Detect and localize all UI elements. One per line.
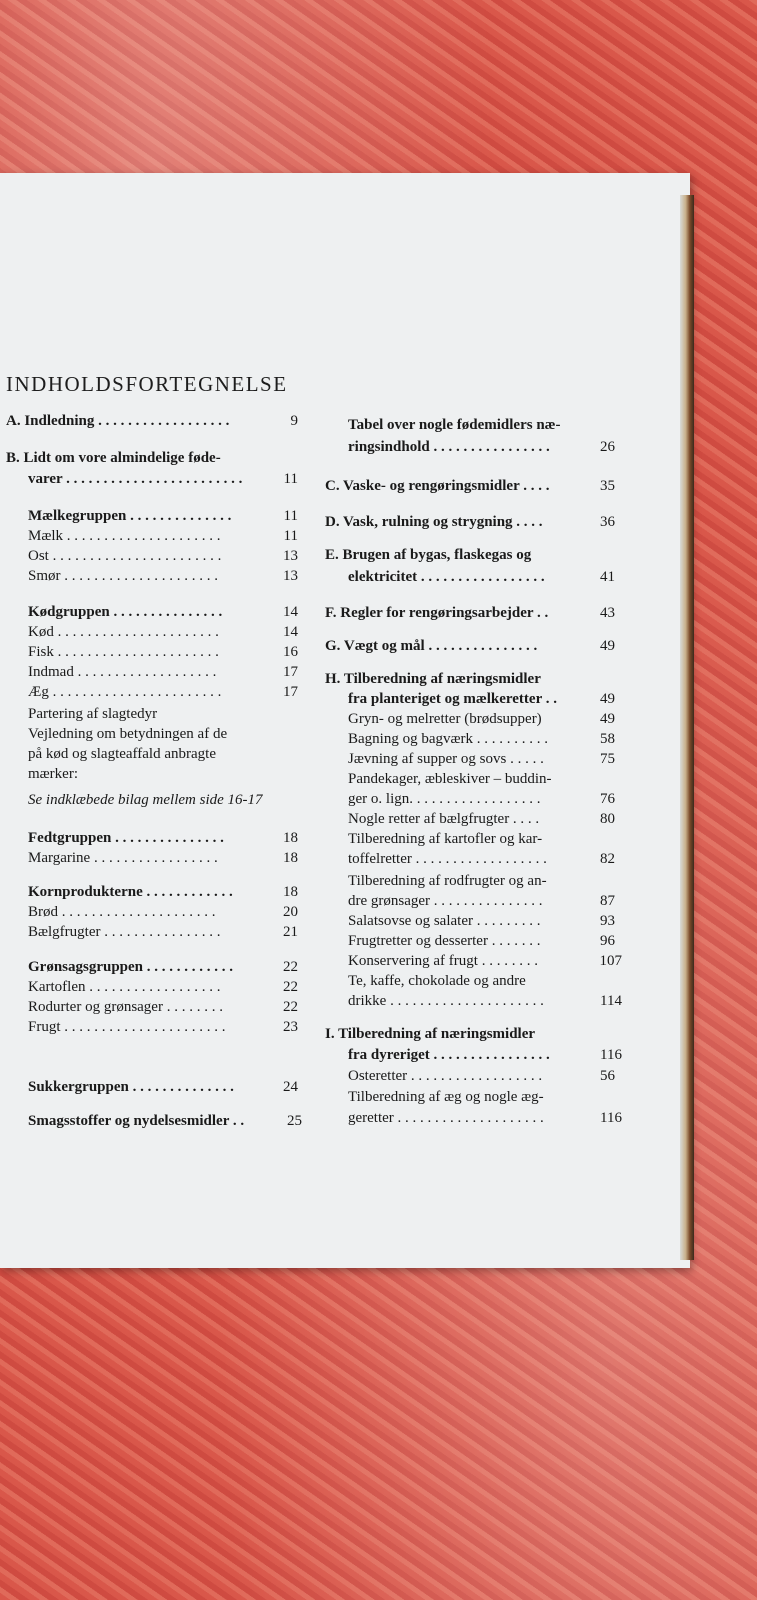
toc-page: 49 <box>600 691 615 707</box>
toc-page: 17 <box>283 664 298 680</box>
toc-entry: Grønsagsgruppen . . . . . . . . . . . . <box>28 959 234 975</box>
toc-entry: Kød . . . . . . . . . . . . . . . . . . . . . . <box>28 624 219 640</box>
toc-entry-h: H. Tilberedning af næringsmidler <box>325 671 541 687</box>
toc-entry: Mælk . . . . . . . . . . . . . . . . . . . . . <box>28 528 221 544</box>
toc-page: 16 <box>283 644 298 660</box>
toc-entry: Partering af slagtedyr <box>28 706 158 722</box>
toc-entry: Indmad . . . . . . . . . . . . . . . . . . . <box>28 664 217 680</box>
toc-entry-c: C. Vaske- og rengøringsmidler . . . . <box>325 478 550 494</box>
toc-entry: geretter . . . . . . . . . . . . . . . . . . . . <box>348 1110 544 1126</box>
toc-entry-a: A. Indledning . . . . . . . . . . . . . . . . . . <box>6 413 230 429</box>
toc-page: 116 <box>600 1047 622 1063</box>
toc-entry: Konservering af frugt . . . . . . . . <box>348 953 538 969</box>
toc-page: 25 <box>287 1113 302 1129</box>
toc-page: 41 <box>600 569 615 585</box>
toc-entry: Bagning og bagværk . . . . . . . . . . <box>348 731 548 747</box>
toc-entry: toffelretter . . . . . . . . . . . . . . . . . . <box>348 851 547 867</box>
toc-entry: Tilberedning af æg og nogle æg- <box>348 1089 544 1105</box>
toc-entry: Fisk . . . . . . . . . . . . . . . . . . . . . . <box>28 644 219 660</box>
toc-entry: Sukkergruppen . . . . . . . . . . . . . . <box>28 1079 234 1095</box>
toc-entry: Jævning af supper og sovs . . . . . <box>348 751 544 767</box>
toc-page: 23 <box>283 1019 298 1035</box>
toc-entry: Mælkegruppen . . . . . . . . . . . . . . <box>28 508 232 524</box>
toc-entry: dre grønsager . . . . . . . . . . . . . . . <box>348 893 543 909</box>
toc-page: 49 <box>600 711 615 727</box>
toc-entry: Kartoflen . . . . . . . . . . . . . . . . . . <box>28 979 221 995</box>
toc-entry: mærker: <box>28 766 78 782</box>
toc-page: 96 <box>600 933 615 949</box>
toc-entry: Fedtgruppen . . . . . . . . . . . . . . . <box>28 830 224 846</box>
toc-entry: Smør . . . . . . . . . . . . . . . . . . . . . <box>28 568 219 584</box>
toc-page: 18 <box>283 884 298 900</box>
toc-entry: Tabel over nogle fødemidlers næ- <box>348 417 561 433</box>
toc-page: 35 <box>600 478 615 494</box>
toc-entry: Rodurter og grønsager . . . . . . . . <box>28 999 223 1015</box>
toc-page: 58 <box>600 731 615 747</box>
toc-page: 107 <box>599 953 622 969</box>
toc-page: 20 <box>283 904 298 920</box>
toc-page: 56 <box>600 1068 615 1084</box>
toc-page: 114 <box>600 993 622 1009</box>
toc-page-b: 11 <box>283 471 298 487</box>
toc-page: 49 <box>600 638 615 654</box>
toc-page: 14 <box>283 624 298 640</box>
toc-entry: fra planteriget og mælkeretter . . <box>348 691 557 707</box>
page-title: INDHOLDSFORTEGNELSE <box>6 372 288 396</box>
toc-entry: Osteretter . . . . . . . . . . . . . . . . . . <box>348 1068 543 1084</box>
toc-entry-f: F. Regler for rengøringsarbejder . . <box>325 605 549 621</box>
toc-entry-g: G. Vægt og mål . . . . . . . . . . . . . . . <box>325 638 538 654</box>
toc-page: 13 <box>283 548 298 564</box>
toc-entry: Kornprodukterne . . . . . . . . . . . . <box>28 884 233 900</box>
toc-entry: ger o. lign. . . . . . . . . . . . . . . . . . <box>348 791 541 807</box>
toc-entry: Bælgfrugter . . . . . . . . . . . . . . . . <box>28 924 221 940</box>
toc-entry: drikke . . . . . . . . . . . . . . . . . . . . . <box>348 993 544 1009</box>
page-edge <box>680 195 694 1260</box>
toc-page: 22 <box>283 979 298 995</box>
toc-entry: Frugtretter og desserter . . . . . . . <box>348 933 541 949</box>
toc-page: 18 <box>283 850 298 866</box>
toc-entry: ringsindhold . . . . . . . . . . . . . . . . <box>348 439 550 455</box>
toc-entry: Kødgruppen . . . . . . . . . . . . . . . <box>28 604 223 620</box>
toc-entry-e: E. Brugen af bygas, flaskegas og <box>325 547 532 563</box>
toc-entry-d: D. Vask, rulning og strygning . . . . <box>325 514 543 530</box>
toc-page: 22 <box>283 959 298 975</box>
toc-page: 17 <box>283 684 298 700</box>
toc-entry: Tilberedning af rodfrugter og an- <box>348 873 547 889</box>
toc-page: 80 <box>600 811 615 827</box>
toc-entry: Ost . . . . . . . . . . . . . . . . . . . . . . . <box>28 548 222 564</box>
toc-page-a: 9 <box>290 413 298 429</box>
toc-page: 22 <box>283 999 298 1015</box>
toc-page: 18 <box>283 830 298 846</box>
toc-entry: Pandekager, æbleskiver – buddin- <box>348 771 552 787</box>
toc-page: 75 <box>600 751 615 767</box>
toc-page: 93 <box>600 913 615 929</box>
toc-page: 11 <box>283 508 298 524</box>
toc-entry: elektricitet . . . . . . . . . . . . . . . . . <box>348 569 545 585</box>
toc-page: 116 <box>600 1110 622 1126</box>
toc-note: Se indklæbede bilag mellem side 16-17 <box>28 792 263 808</box>
toc-entry: Te, kaffe, chokolade og andre <box>348 973 526 989</box>
toc-page: 24 <box>283 1079 298 1095</box>
toc-entry: Tilberedning af kartofler og kar- <box>348 831 543 847</box>
toc-entry: Gryn- og melretter (brødsupper) <box>348 711 542 727</box>
toc-entry-b-cont: varer . . . . . . . . . . . . . . . . . . . . . . . . <box>28 471 243 487</box>
toc-entry: Salatsovse og salater . . . . . . . . . <box>348 913 541 929</box>
toc-entry: Brød . . . . . . . . . . . . . . . . . . . . . <box>28 904 216 920</box>
toc-page: 82 <box>600 851 615 867</box>
toc-entry: Frugt . . . . . . . . . . . . . . . . . . . . . . <box>28 1019 226 1035</box>
toc-page: 11 <box>283 528 298 544</box>
toc-entry: på kød og slagteaffald anbragte <box>28 746 216 762</box>
toc-page: 21 <box>283 924 298 940</box>
toc-page: 87 <box>600 893 615 909</box>
toc-entry-i: I. Tilberedning af næringsmidler <box>325 1026 536 1042</box>
toc-entry: Æg . . . . . . . . . . . . . . . . . . . . . . . <box>28 684 222 700</box>
toc-page: 76 <box>600 791 615 807</box>
toc-page: 13 <box>283 568 298 584</box>
toc-page: 26 <box>600 439 615 455</box>
toc-page: 14 <box>283 604 298 620</box>
toc-entry: Margarine . . . . . . . . . . . . . . . . . <box>28 850 218 866</box>
toc-entry: fra dyreriget . . . . . . . . . . . . . . . . <box>348 1047 550 1063</box>
toc-page: 43 <box>600 605 615 621</box>
toc-entry: Vejledning om betydningen af de <box>28 726 228 742</box>
toc-entry-b: B. Lidt om vore almindelige føde- <box>6 450 221 466</box>
toc-entry: Smagsstoffer og nydelsesmidler . . <box>28 1113 245 1129</box>
toc-page: 36 <box>600 514 615 530</box>
toc-entry: Nogle retter af bælgfrugter . . . . <box>348 811 540 827</box>
